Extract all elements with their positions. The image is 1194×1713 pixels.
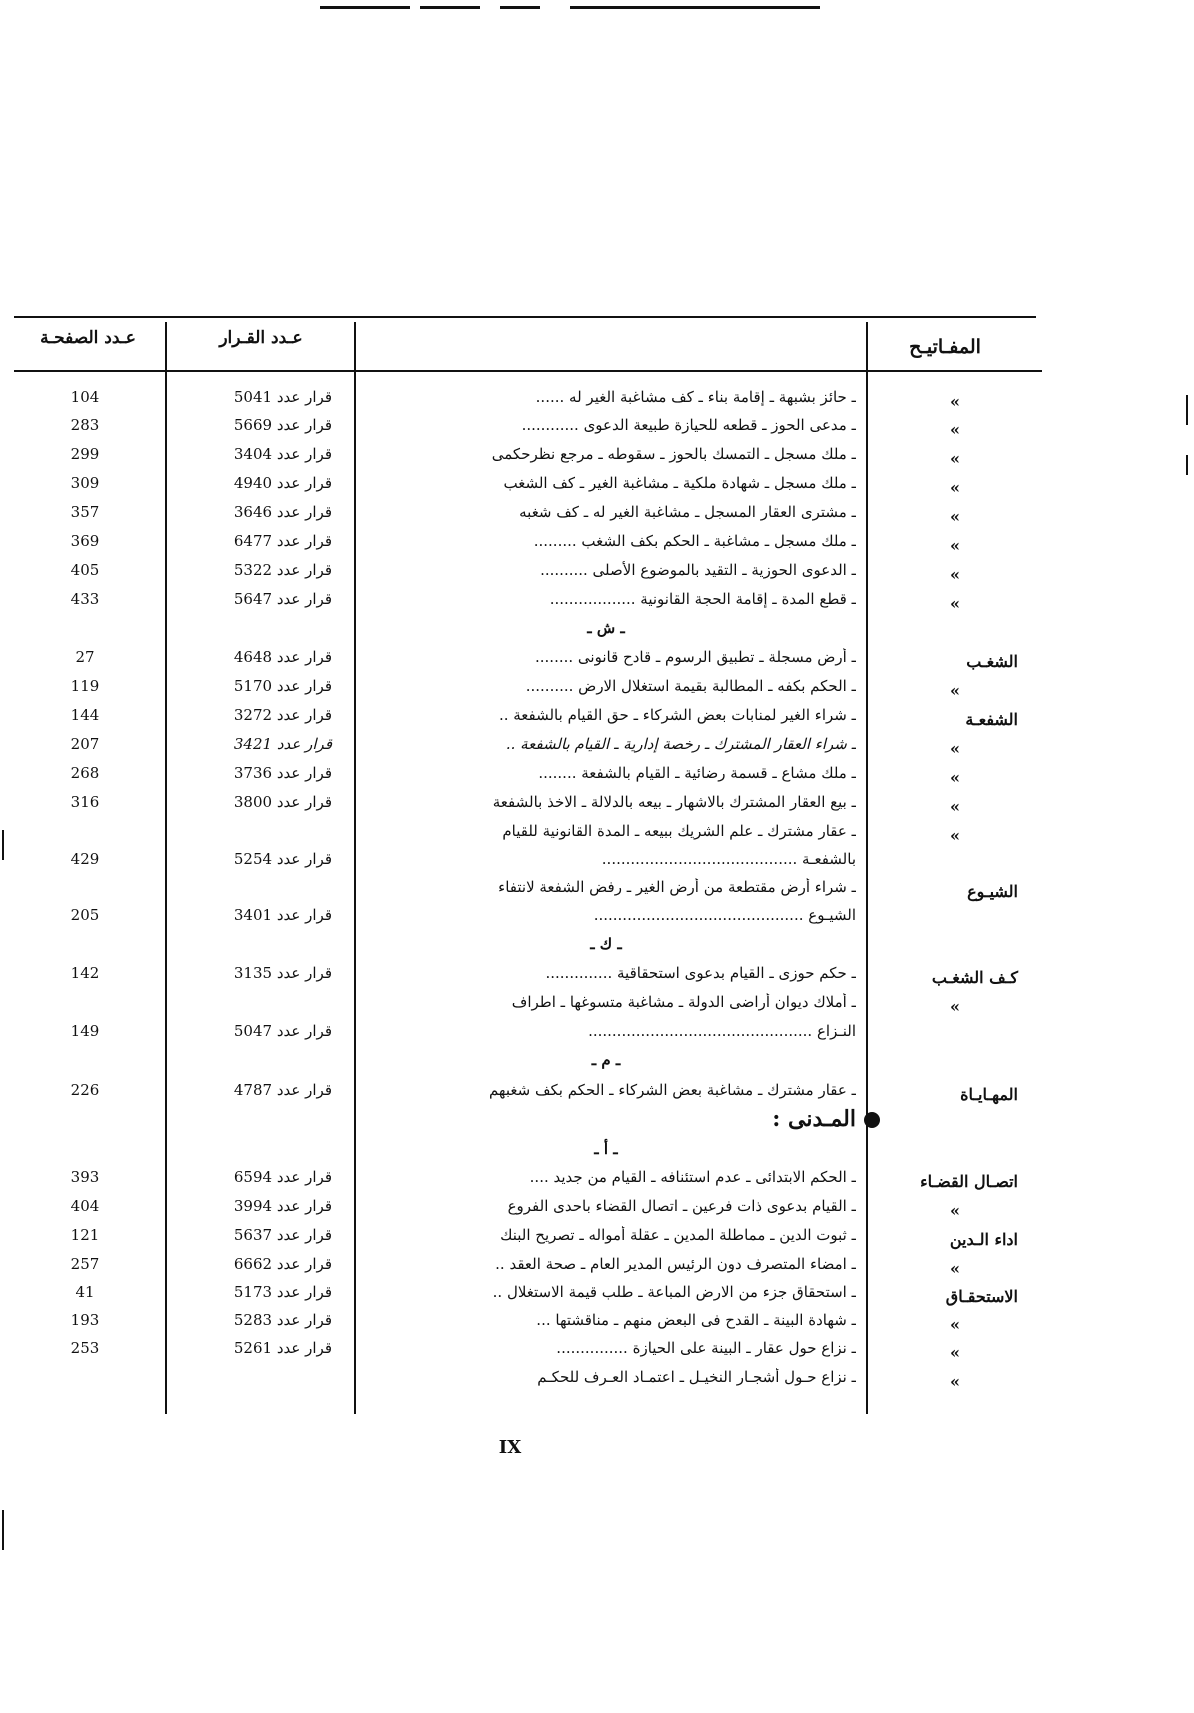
ditto-mark: » xyxy=(950,739,960,758)
decision-number: 6594 xyxy=(233,1168,273,1186)
ditto-mark: » xyxy=(950,1315,960,1334)
keyword: كـف الشغـب xyxy=(931,968,1018,987)
page-number-cell: 299 xyxy=(70,445,100,463)
decision-number: 6477 xyxy=(233,532,273,550)
ditto-mark: » xyxy=(950,1259,960,1278)
table-row xyxy=(0,532,1194,560)
table-row xyxy=(0,503,1194,531)
ditto-mark: » xyxy=(950,1372,960,1391)
entry-description: ـ أملاك ديوان أراضى الدولة ـ مشاغبة متسوغها ـ اطراف xyxy=(511,993,856,1011)
decision-number: 6662 xyxy=(233,1255,273,1273)
decision-label: قرار عدد xyxy=(276,474,332,492)
entry-description: ـ القيام بدعوى ذات فرعين ـ اتصال القضاء باحدى الفروع xyxy=(507,1197,856,1215)
decision-number: 3646 xyxy=(233,503,273,521)
decision-label: قرار عدد xyxy=(276,1255,332,1273)
decision-ref xyxy=(200,1197,332,1215)
ditto-mark: » xyxy=(950,768,960,787)
page-number-cell: 104 xyxy=(70,388,100,406)
decision-label: قرار عدد xyxy=(276,735,332,753)
page-number-cell: 369 xyxy=(70,532,100,550)
page-number-cell: 316 xyxy=(70,793,100,811)
decision-label: قرار عدد xyxy=(276,764,332,782)
table-row xyxy=(0,416,1194,444)
page-number-cell: 404 xyxy=(70,1197,100,1215)
decision-ref xyxy=(200,850,332,868)
decision-label: قرار عدد xyxy=(276,388,332,406)
page-number-cell: 149 xyxy=(70,1022,100,1040)
entry-description: ـ مدعى الحوز ـ قطعه للحيازة طبيعة الدعوى ............ xyxy=(521,416,856,434)
entry-description: النـزاع ............................................... xyxy=(588,1022,856,1040)
decision-ref xyxy=(200,735,332,753)
table-row xyxy=(0,706,1194,734)
decision-ref xyxy=(200,445,332,463)
table-row xyxy=(0,590,1194,618)
decision-number: 5047 xyxy=(233,1022,273,1040)
page-number-cell: 405 xyxy=(70,561,100,579)
keyword: المهـايـاة xyxy=(960,1085,1018,1104)
entry-description: ـ ملك مسجل ـ شهادة ملكية ـ مشاغبة الغير ـ كف الشغب xyxy=(503,474,856,492)
decision-ref xyxy=(200,1226,332,1244)
decision-ref xyxy=(200,906,332,924)
ditto-mark: » xyxy=(950,594,960,613)
table-row xyxy=(0,1081,1194,1109)
table-row xyxy=(0,445,1194,473)
entry-description: ـ شهادة البينة ـ القدح فى البعض منهم ـ مناقشتها ... xyxy=(536,1311,856,1329)
decision-number: 3800 xyxy=(233,793,273,811)
decision-number: 5170 xyxy=(233,677,273,695)
decision-ref xyxy=(200,503,332,521)
decision-label: قرار عدد xyxy=(276,793,332,811)
letter-divider: ـ أ ـ xyxy=(594,1140,618,1158)
entry-description: ـ نزاع حول عقار ـ البينة على الحيازة ............... xyxy=(556,1339,856,1357)
header-bottom-rule xyxy=(14,370,1042,372)
decision-number: 5283 xyxy=(233,1311,273,1329)
page-number-cell: 41 xyxy=(75,1283,95,1301)
page-number-cell: 429 xyxy=(70,850,100,868)
decision-ref xyxy=(200,1311,332,1329)
decision-ref xyxy=(200,1283,332,1301)
decision-ref xyxy=(200,474,332,492)
ditto-mark: » xyxy=(950,536,960,555)
entry-description: ـ شراء الغير لمنابات بعض الشركاء ـ حق القيام بالشفعة .. xyxy=(498,706,856,724)
ditto-mark: » xyxy=(950,1343,960,1362)
entry-description: ـ شراء العقار المشترك ـ رخصة إدارية ـ القيام بالشفعة .. xyxy=(505,735,856,753)
table-row xyxy=(0,1368,1194,1396)
decision-label: قرار عدد xyxy=(276,1226,332,1244)
decision-label: قرار عدد xyxy=(276,677,332,695)
bullet-icon xyxy=(864,1112,880,1128)
entry-description: ـ حكم حوزى ـ القيام بدعوى استحقاقية .............. xyxy=(545,964,856,982)
decision-ref xyxy=(200,1255,332,1273)
section-title xyxy=(560,1106,880,1132)
table-row xyxy=(0,1197,1194,1225)
page-number-cell: 121 xyxy=(70,1226,100,1244)
decision-ref xyxy=(200,1022,332,1040)
decision-ref xyxy=(200,677,332,695)
letter-divider: ـ ك ـ xyxy=(590,935,622,953)
ditto-mark: » xyxy=(950,1201,960,1220)
table-row xyxy=(0,822,1194,850)
page-number-cell: 205 xyxy=(70,906,100,924)
table-row xyxy=(0,1168,1194,1196)
decision-label: قرار عدد xyxy=(276,1283,332,1301)
decision-number: 5254 xyxy=(233,850,273,868)
ditto-mark: » xyxy=(950,478,960,497)
entry-description: ـ بيع العقار المشترك بالاشهار ـ بيعه بالدلالة ـ الاخذ بالشفعة xyxy=(492,793,856,811)
entry-description: ـ شراء أرض مقتطعة من أرض الغير ـ رفض الشفعة لانتفاء xyxy=(498,878,856,896)
ditto-mark: » xyxy=(950,565,960,584)
decision-ref xyxy=(200,532,332,550)
table-row xyxy=(0,906,1194,934)
header-decision-number: عـدد القـرار xyxy=(219,328,303,348)
table-row xyxy=(0,561,1194,589)
ditto-mark: » xyxy=(950,681,960,700)
decision-number: 4648 xyxy=(233,648,273,666)
decision-ref xyxy=(200,793,332,811)
table-row xyxy=(0,677,1194,705)
table-row xyxy=(0,850,1194,878)
page-number-cell: 27 xyxy=(75,648,95,666)
decision-label: قرار عدد xyxy=(276,648,332,666)
decision-number: 3421 xyxy=(233,735,273,753)
table-row xyxy=(0,793,1194,821)
page-number-cell: 433 xyxy=(70,590,100,608)
entry-description: ـ الدعوى الحوزية ـ التقيد بالموضوع الأصلى .......... xyxy=(540,561,856,579)
table-row xyxy=(0,1283,1194,1311)
letter-divider: ـ ش ـ xyxy=(587,619,625,637)
keyword: الشغـب xyxy=(966,652,1018,671)
table-row xyxy=(0,993,1194,1021)
decision-number: 3272 xyxy=(233,706,273,724)
decision-ref xyxy=(200,1339,332,1357)
page-number-cell: 142 xyxy=(70,964,100,982)
table-row xyxy=(0,388,1194,416)
entry-description: ـ أرض مسجلة ـ تطبيق الرسوم ـ قادح قانونى ........ xyxy=(535,648,856,666)
decision-number: 3736 xyxy=(233,764,273,782)
decision-label: قرار عدد xyxy=(276,850,332,868)
ditto-mark: » xyxy=(950,797,960,816)
decision-ref xyxy=(200,590,332,608)
decision-number: 5669 xyxy=(233,416,273,434)
header-top-rule xyxy=(14,316,1036,318)
decision-ref xyxy=(200,561,332,579)
entry-description: ـ ملك مشاع ـ قسمة رضائية ـ القيام بالشفعة ........ xyxy=(538,764,856,782)
entry-description: الشيـوع ............................................ xyxy=(593,906,856,924)
decision-label: قرار عدد xyxy=(276,561,332,579)
decision-number: 4787 xyxy=(233,1081,273,1099)
letter-divider: ـ م ـ xyxy=(591,1051,621,1069)
table-row xyxy=(0,964,1194,992)
keyword: اداء الـدين xyxy=(949,1230,1018,1249)
decision-label: قرار عدد xyxy=(276,532,332,550)
decision-ref xyxy=(200,648,332,666)
decision-label: قرار عدد xyxy=(276,503,332,521)
table-row xyxy=(0,1022,1194,1050)
ditto-mark: » xyxy=(950,392,960,411)
table-row xyxy=(0,1339,1194,1367)
decision-number: 5322 xyxy=(233,561,273,579)
decision-number: 3401 xyxy=(233,906,273,924)
decision-label: قرار عدد xyxy=(276,590,332,608)
decision-label: قرار عدد xyxy=(276,964,332,982)
decision-label: قرار عدد xyxy=(276,1168,332,1186)
decision-label: قرار عدد xyxy=(276,706,332,724)
decision-ref xyxy=(200,1168,332,1186)
table-row xyxy=(0,735,1194,763)
table-row xyxy=(0,648,1194,676)
decision-ref xyxy=(200,388,332,406)
decision-number: 4940 xyxy=(233,474,273,492)
decision-ref xyxy=(200,706,332,724)
ditto-mark: » xyxy=(950,997,960,1016)
page-number-cell: 207 xyxy=(70,735,100,753)
decision-ref xyxy=(200,1081,332,1099)
ditto-mark: » xyxy=(950,507,960,526)
entry-description: ـ الحكم بكفه ـ المطالبة بقيمة استغلال الارض .......... xyxy=(525,677,856,695)
page-number-cell: 226 xyxy=(70,1081,100,1099)
decision-label: قرار عدد xyxy=(276,445,332,463)
ditto-mark: » xyxy=(950,420,960,439)
page-number-cell: 283 xyxy=(70,416,100,434)
decision-number: 3404 xyxy=(233,445,273,463)
page-number-cell: 257 xyxy=(70,1255,100,1273)
decision-label: قرار عدد xyxy=(276,906,332,924)
keyword: الاستحقـاق xyxy=(945,1287,1018,1306)
page-number-cell: 144 xyxy=(70,706,100,724)
decision-number: 5041 xyxy=(233,388,273,406)
entry-description: ـ ملك مسجل ـ التمسك بالحوز ـ سقوطه ـ مرجع نظرحكمى xyxy=(491,445,856,463)
margin-mark xyxy=(2,1510,4,1550)
table-row xyxy=(0,474,1194,502)
decision-label: قرار عدد xyxy=(276,416,332,434)
decision-ref xyxy=(200,764,332,782)
decision-label: قرار عدد xyxy=(276,1197,332,1215)
decision-label: قرار عدد xyxy=(276,1081,332,1099)
entry-description: ـ قطع المدة ـ إقامة الحجة القانونية .................. xyxy=(549,590,856,608)
keyword: الشفعـة xyxy=(965,710,1018,729)
table-row xyxy=(0,878,1194,906)
entry-description: ـ عقار مشترك ـ مشاغبة بعض الشركاء ـ الحكم بكف شغبهم xyxy=(488,1081,856,1099)
entry-description: ـ استحقاق جزء من الارض المباعة ـ طلب قيمة الاستغلال .. xyxy=(492,1283,856,1301)
entry-description: ـ الحكم الابتدائى ـ عدم استئنافه ـ القيام من جديد .... xyxy=(529,1168,856,1186)
table-row xyxy=(0,1255,1194,1283)
page-number-cell: 357 xyxy=(70,503,100,521)
decision-ref xyxy=(200,416,332,434)
page-number-cell: 309 xyxy=(70,474,100,492)
table-row xyxy=(0,1311,1194,1339)
page-number-cell: 268 xyxy=(70,764,100,782)
decision-number: 5261 xyxy=(233,1339,273,1357)
entry-description: ـ ثبوت الدين ـ مماطلة المدين ـ عقلة أمواله ـ تصريح البنك xyxy=(500,1226,856,1244)
decision-number: 5173 xyxy=(233,1283,273,1301)
ditto-mark: » xyxy=(950,826,960,845)
decision-number: 3994 xyxy=(233,1197,273,1215)
header-page-count: عـدد الصفحـة xyxy=(40,328,136,348)
page-number-cell: 253 xyxy=(70,1339,100,1357)
entry-description: ـ ملك مسجل ـ مشاغبة ـ الحكم بكف الشغب ......... xyxy=(533,532,856,550)
keyword: اتصـال القضـاء xyxy=(920,1172,1018,1191)
decision-label: قرار عدد xyxy=(276,1311,332,1329)
decision-label: قرار عدد xyxy=(276,1022,332,1040)
entry-description: ـ حائز بشبهة ـ إقامة بناء ـ كف مشاغبة الغير له ...... xyxy=(535,388,856,406)
entry-description: ـ نزاع حـول أشجـار النخيـل ـ اعتمـاد العـرف للحكـم xyxy=(537,1368,856,1386)
keyword: الشيـوع xyxy=(967,882,1018,901)
table-row xyxy=(0,764,1194,792)
decision-label: قرار عدد xyxy=(276,1339,332,1357)
header-keywords: المفـاتيـح xyxy=(909,336,981,358)
section-title-text: المـدنى : xyxy=(772,1106,856,1132)
page-number-cell: 193 xyxy=(70,1311,100,1329)
decision-ref xyxy=(200,964,332,982)
page-number-cell: 119 xyxy=(70,677,100,695)
entry-description: ـ عقار مشترك ـ علم الشريك ببيعه ـ المدة القانونية للقيام xyxy=(502,822,856,840)
decision-number: 3135 xyxy=(233,964,273,982)
entry-description: ـ مشترى العقار المسجل ـ مشاغبة الغير له ـ كف شغبه xyxy=(519,503,856,521)
page-number-cell: 393 xyxy=(70,1168,100,1186)
decision-number: 5637 xyxy=(233,1226,273,1244)
entry-description: ـ امضاء المتصرف دون الرئيس المدير العام ـ صحة العقد .. xyxy=(495,1255,856,1273)
entry-description: بالشفعـة ......................................... xyxy=(601,850,856,868)
decision-number: 5647 xyxy=(233,590,273,608)
ditto-mark: » xyxy=(950,449,960,468)
table-row xyxy=(0,1226,1194,1254)
page-number: IX xyxy=(498,1437,522,1458)
